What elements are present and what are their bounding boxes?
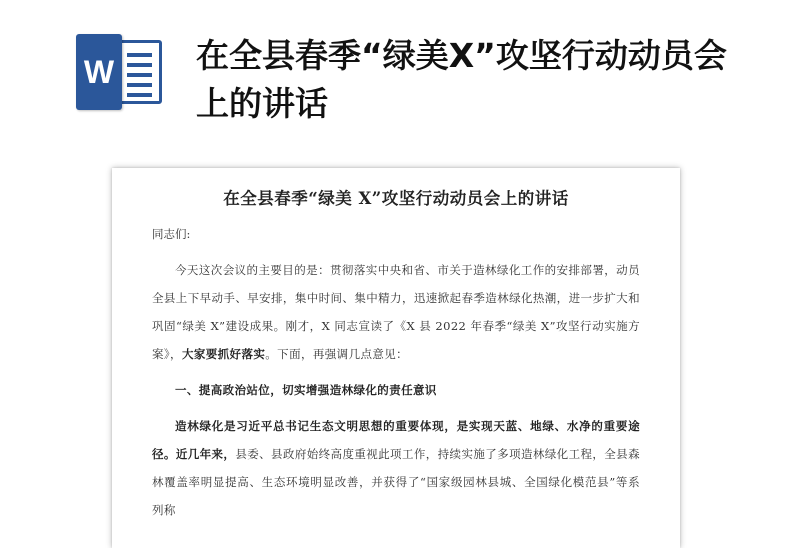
word-letter: W: [83, 54, 115, 90]
word-badge: [76, 34, 122, 110]
paragraph-intro: [152, 256, 640, 368]
intro-bold: 大家要抓好落实: [181, 347, 266, 361]
paragraph-section-1: [152, 412, 640, 524]
word-app-icon: [76, 34, 166, 110]
page-heading: 在全县春季“绿美X”攻坚行动动员会上的讲话: [196, 36, 727, 123]
document-title: 在全县春季“绿美 X”攻坚行动动员会上的讲话: [223, 189, 569, 208]
section-1-bold-second: 近几年来，: [175, 447, 236, 461]
intro-text: 今天这次会议的主要目的是：贯彻落实中央和省、市关于造林绿化工作的安排部署，动员全县上下早动手、早安排，集中时间、集中精力，迅速掀起春季造林绿化热潮，进一步扩大和巩固“绿美 X”建设成果。刚才，X 同志宣读了《X 县 2022 年春季“绿美 X”攻坚行动实施方案》，: [152, 263, 640, 361]
document-page-preview: [112, 168, 680, 548]
section-1-bold-lead: 造林绿化是习近平总书记生态文明思想的重要体现，是实现天蓝、地绿、水净的重要途径。: [152, 419, 640, 461]
section-1-text: 县委、县政府始终高度重视此项工作，持续实施了多项造林绿化工程，全县森林覆盖率明显提高、生态环境明显改善，并获得了“国家级园林县城、全国绿化模范县”等系列称: [152, 447, 640, 517]
intro-tail: 。下面，再强调几点意见：: [265, 347, 409, 361]
section-heading-1: 一、提高政治站位，切实增强造林绿化的责任意识: [175, 383, 437, 397]
salutation: 同志们:: [152, 227, 191, 241]
